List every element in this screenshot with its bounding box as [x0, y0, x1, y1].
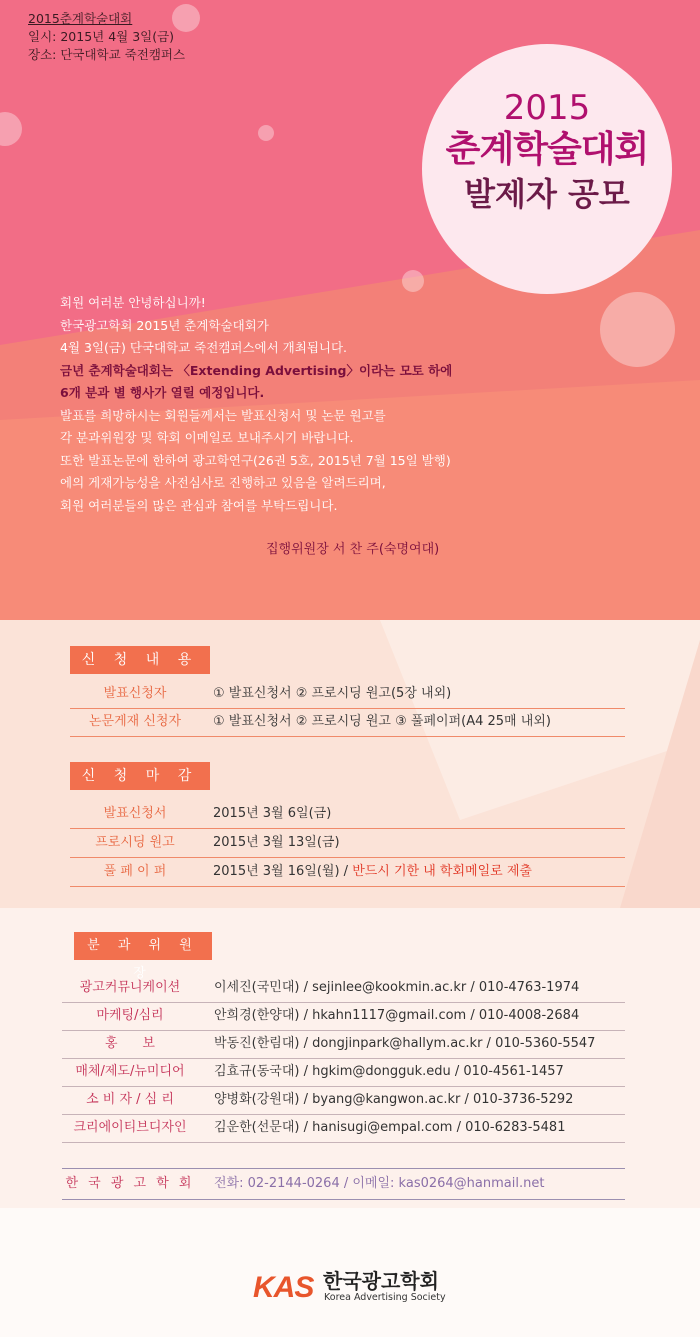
society-contact: [62, 1168, 625, 1200]
kas-english-name: Korea Advertising Society: [324, 1292, 446, 1303]
chair-row: [62, 1086, 625, 1115]
letter-line: 한국광고학회 2015년 춘계학술대회가: [60, 317, 269, 333]
letter-line: 또한 발표논문에 한하여 광고학연구(26권 5호, 2015년 7월 15일 발행): [60, 452, 451, 468]
letter-line: 발표를 희망하시는 회원들께서는 발표신청서 및 논문 원고를: [60, 407, 386, 423]
row-label: 발표신청자: [103, 686, 167, 701]
row-label: 논문게재 신청자: [88, 714, 182, 729]
row-value: [213, 829, 340, 857]
chair-row: [62, 1114, 625, 1143]
chair-division: 크리에이티브디자인: [73, 1120, 187, 1135]
chair-division: 매체/제도/뉴미디어: [75, 1064, 185, 1079]
deadline-row: [70, 800, 625, 829]
row-value: ① 발표신청서 ② 프로시딩 원고 ③ 풀페이퍼(A4 25매 내외): [213, 714, 551, 729]
letter-line: 4월 3일(금) 단국대학교 죽전캠퍼스에서 개최됩니다.: [60, 340, 348, 355]
chair-division: 소 비 자 / 심 리: [86, 1092, 174, 1107]
society-label: 한 국 광 고 학 회: [65, 1176, 195, 1191]
decor-circle: [258, 125, 274, 141]
row-label: 풀 페 이 퍼: [103, 864, 167, 879]
society-contact-info: 전화: 02-2144-0264 / 이메일: kas0264@hanmail.net: [214, 1176, 545, 1191]
letter-line: 회원 여러분 안녕하십니까!: [60, 295, 206, 310]
chair-contact: 안희경(한양대) / hkahn1117@gmail.com / 010-4008-2684: [214, 1008, 580, 1023]
application-row: [70, 680, 625, 709]
letter-line-highlight: 6개 분과 별 행사가 열릴 예정입니다.: [60, 385, 265, 400]
row-value: ① 발표신청서 ② 프로시딩 원고(5장 내외): [213, 686, 452, 701]
deadline-date: 2015년 3월 6일(금): [213, 806, 332, 821]
row-label: 프로시딩 원고: [95, 835, 175, 850]
chair-contact: 김운한(선문대) / hanisugi@empal.com / 010-6283-5481: [214, 1120, 566, 1135]
chair-division: 광고커뮤니케이션: [79, 980, 181, 995]
title-circle: [422, 44, 672, 294]
decor-circle: [0, 112, 22, 146]
chair-row: [62, 1002, 625, 1031]
title-line1: 춘계학술대회: [445, 129, 649, 170]
application-row: [70, 708, 625, 737]
letter-line: 각 분과위원장 및 학회 이메일로 보내주시기 바랍니다.: [60, 430, 354, 445]
title-line2: 발제자 공모: [464, 175, 630, 213]
chair-contact: 이세진(국민대) / sejinlee@kookmin.ac.kr / 010-4763-1974: [214, 980, 580, 995]
decor-circle: [402, 270, 424, 292]
chair-row: [62, 1030, 625, 1059]
deadline-date: 2015년 3월 16일(월) /: [213, 864, 353, 879]
deadline-note: 반드시 기한 내 학회메일로 제출: [352, 864, 532, 879]
application-heading: 신 청 내 용: [70, 646, 210, 674]
invitation-letter: [60, 292, 452, 517]
chair-division: 홍 보: [105, 1036, 155, 1051]
letter-line: 에의 게재가능성을 사전심사로 진행하고 있음을 알려드리며,: [60, 475, 386, 490]
deadline-row: [70, 829, 625, 858]
event-meta: [28, 10, 185, 64]
event-place: 장소: 단국대학교 죽전캠퍼스: [28, 47, 186, 62]
chair-division: 마케팅/심리: [96, 1008, 164, 1023]
deadline-heading: 신 청 마 감: [70, 762, 210, 790]
event-name: 2015춘계학술대회: [28, 11, 133, 26]
deadline-date: 2015년 3월 13일(금): [213, 835, 340, 850]
decor-circle: [600, 292, 675, 367]
chair-row: [62, 1058, 625, 1087]
title-year: 2015: [503, 88, 591, 128]
chair-row: [62, 974, 625, 1003]
deadline-row: [70, 858, 625, 887]
chairs-heading: 분 과 위 원 장: [74, 932, 212, 960]
row-value: [213, 858, 532, 886]
chair-contact: 김효규(동국대) / hgkim@dongguk.edu / 010-4561-1457: [214, 1064, 564, 1079]
letter-line: 회원 여러분들의 많은 관심과 참여를 부탁드립니다.: [60, 497, 338, 513]
signature: 집행위원장 서 찬 주(숙명여대): [266, 542, 440, 557]
chair-contact: 양병화(강원대) / byang@kangwon.ac.kr / 010-3736-5292: [214, 1092, 574, 1107]
kas-mark: KAS: [253, 1271, 314, 1304]
kas-korean-name: 한국광고학회: [323, 1269, 439, 1293]
chair-contact: 박동진(한림대) / dongjinpark@hallym.ac.kr / 010-5360-5547: [214, 1036, 596, 1051]
event-date: 일시: 2015년 4월 3일(금): [28, 29, 175, 44]
row-value: [213, 800, 331, 828]
row-label: 발표신청서: [103, 806, 167, 821]
letter-line-highlight: 금년 춘계학술대회는 〈Extending Advertising〉이라는 모토 하에: [60, 362, 453, 378]
